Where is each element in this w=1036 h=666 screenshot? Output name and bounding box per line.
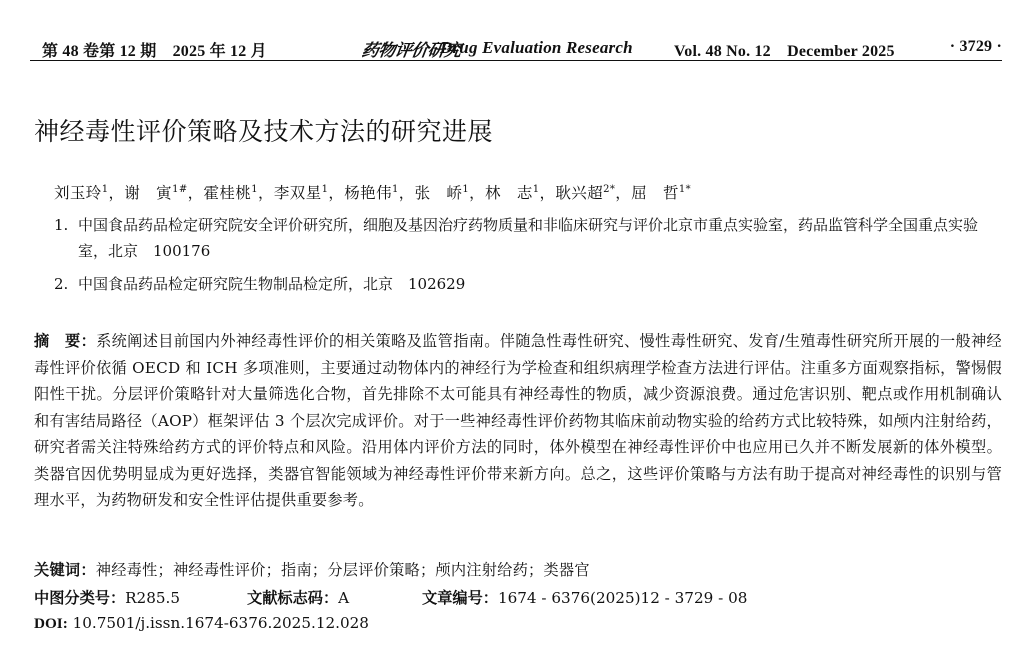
author: 霍桂桃$^1$ [203, 183, 258, 202]
keywords [34, 559, 590, 580]
author: 杨艳伟$^1$ [344, 183, 399, 202]
keywords-text: 神经毒性；神经毒性评价；指南；分层评价策略；颅内注射给药；类器官 [95, 561, 590, 579]
author: 谢 寅$^{1\#}$ [124, 183, 188, 202]
affiliation-number: 2. [54, 275, 69, 293]
author: 林 志$^1$ [485, 183, 540, 202]
affiliation-2 [54, 271, 1003, 297]
doi-label: DOI: [34, 615, 68, 632]
abstract [34, 328, 1002, 514]
classification-info [34, 587, 1002, 613]
author: 张 峤$^1$ [414, 183, 470, 202]
author: 屈 哲$^{1*}$ [631, 183, 692, 202]
affiliation-1 [54, 212, 1003, 264]
doi-link[interactable]: 10.7501/j.issn.1674-6376.2025.12.028 [67, 614, 369, 632]
affiliation-number: 1. [54, 216, 69, 234]
volume-info-en: Vol. 48 No. 12 December 2025 [674, 43, 895, 60]
abstract-label: 摘 要： [34, 332, 97, 350]
journal-logo: 药物评价研究 [360, 41, 463, 60]
issue-info-cn: 第 48 卷第 12 期 2025 年 12 月 [42, 43, 267, 60]
page-number: · 3729 · [949, 38, 1002, 55]
article-title: 神经毒性评价策略及技术方法的研究进展 [34, 117, 494, 146]
abstract-text: 系统阐述目前国内外神经毒性评价的相关策略及监管指南。伴随急性毒性研究、慢性毒性研究、发育/生殖毒性研究所开展的一般神经毒性评价依循 OECD 和 ICH 多项准则，主要通过动物体内的神经行为学检查和组织病理学检查方法进行评估。注重多方面观察指标，警惕假阳性干扰。分层评价策略针对大量筛选化合物，首先排除不太可能具有神经毒性的物质，减少资源浪费。通过危害识别、靶点或作用机制确认和有害结局路径（AOP）框架评估 3 个层次完成评价。对于一些神经毒性评价药物其临床前动物实验的给药方式比较特殊，如颅内注射给药，研究者需关注特殊给药方式的评价特点和风险。沿用体内评价方法的同时，体外模型在神经毒性评价中也应用已久并不断发展新的体外模型。类器官因优势明显成为更好选择，类器官智能领域为神经毒性评价带来新方向。总之，这些评价策略与方法有助于提高对神经毒性的识别与管理水平，为药物研发和安全性评估提供重要参考。 [34, 332, 1002, 509]
author: 李双星$^1$ [273, 183, 329, 202]
affiliation-text: 中国食品药品检定研究院生物制品检定所，北京 102629 [78, 275, 466, 293]
author: 耿兴超$^{2*}$ [555, 183, 616, 202]
doi [34, 614, 369, 633]
affiliation-text: 中国食品药品检定研究院安全评价研究所，细胞及基因治疗药物质量和非临床研究与评价北京市重点实验室，药品监管科学全国重点实验室，北京 100176 [78, 216, 979, 260]
keywords-label: 关键词： [34, 561, 96, 579]
article-id: 文章编号：1674 - 6376(2025)12 - 3729 - 08 [422, 589, 748, 607]
clc-number: 中图分类号：R285.5 [34, 589, 181, 607]
document-code: 文献标志码：A [247, 589, 350, 607]
author: 刘玉玲$^1$ [54, 183, 109, 202]
journal-name-en: Drug Evaluation Research [440, 38, 633, 57]
author-list: 刘玉玲$^1$，谢 寅$^{1\#}$，霍桂桃$^1$，李双星$^1$，杨艳伟$^1$，张 峤$^1$，林 志$^1$，耿兴超$^{2*}$，屈 哲$^{1*}$ [54, 183, 692, 202]
header-divider [30, 60, 1002, 61]
